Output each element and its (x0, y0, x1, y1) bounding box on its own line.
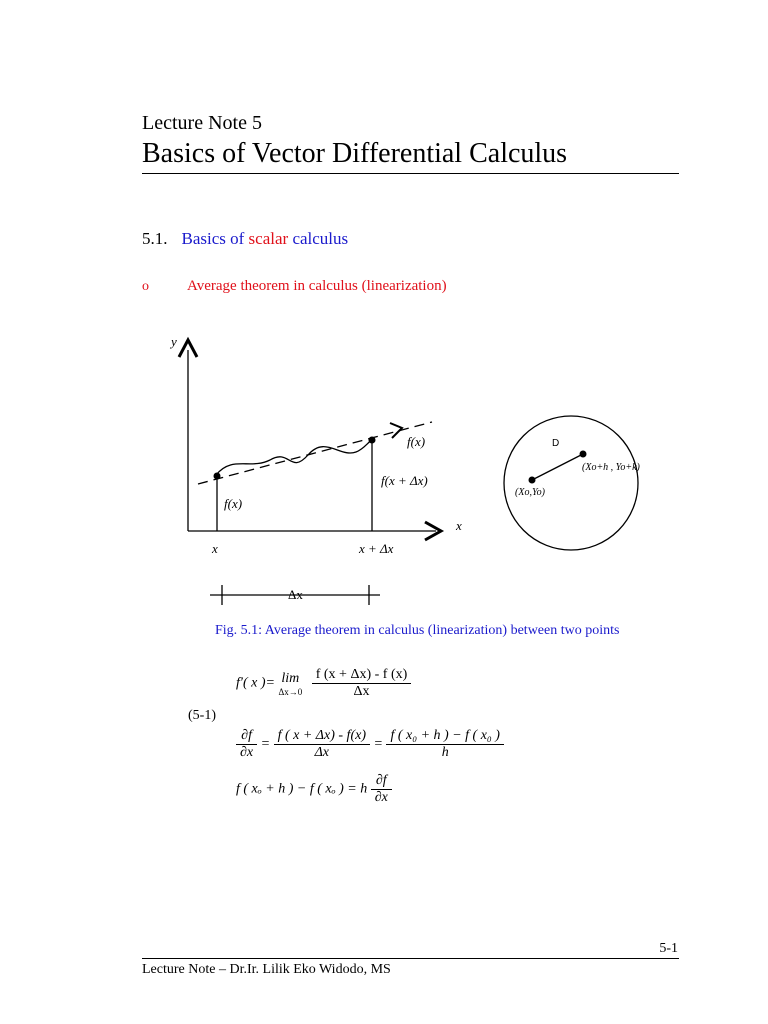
equation-1 (236, 667, 411, 700)
eq1-lhs: f′( x )= (236, 675, 275, 691)
footer-divider (142, 958, 679, 959)
domain-circle (504, 416, 638, 550)
point-xo-yo (529, 477, 536, 484)
point-end (369, 437, 376, 444)
eq1-lim-text: lim (281, 670, 300, 686)
eq1-lim-subscript: Δx→0 (278, 686, 303, 697)
equation-3 (236, 773, 392, 806)
eq2-mid-denominator: Δx (314, 745, 330, 760)
page-number: 5-1 (659, 941, 678, 956)
label-f-x: f(x) (224, 496, 243, 511)
delta-x-label: Δx (288, 587, 303, 602)
eq1-limit (278, 671, 302, 697)
label-f-x-dx: f(x + Δx) (381, 473, 428, 488)
point-xo-h-yo-k (580, 451, 587, 458)
lecture-label: Lecture Note 5 (142, 112, 262, 134)
eq3-denominator: ∂x (374, 790, 388, 805)
x-axis-label: x (456, 518, 462, 533)
tick-label-x: x (212, 541, 218, 556)
eq2-rhs-numerator: f ( x₀ + h ) − f ( x₀ ) (386, 728, 503, 745)
figure-caption: Fig. 5.1: Average theorem in calculus (linearization) between two points (215, 623, 620, 638)
segment-between-points (532, 454, 583, 480)
domain-label: D (552, 438, 560, 449)
eq1-fraction (312, 667, 412, 700)
bullet-marker: o (142, 279, 149, 294)
point-start-label: (Xo,Yo) (515, 487, 545, 498)
eq3-lhs: f ( xₒ + h ) − f ( xₒ ) = h (236, 781, 368, 797)
function-curve (216, 440, 372, 475)
bullet-text: Average theorem in calculus (linearization) (187, 278, 447, 294)
eq3-fraction (371, 773, 392, 806)
y-axis-label: y (171, 334, 177, 349)
eq3-numerator: ∂f (371, 773, 392, 790)
curve-label-right: f(x) (407, 434, 426, 449)
eq2-mid-fraction (274, 728, 370, 761)
eq2-rhs-fraction (386, 728, 503, 761)
secant-arrow (390, 423, 402, 438)
eq2-rhs-denominator: h (441, 745, 449, 760)
equation-2: $\frac{\partial f}{\partial x}$ = $\frac{f ( x + \Delta x) - f(x)}{\Delta x}$ = $\frac{\text{f ( x₀ + h ) − f ( x₀ )}}{h}$ (236, 728, 504, 761)
eq2-lhs-numerator: ∂f (236, 728, 257, 745)
eq2-lhs-fraction (236, 728, 257, 761)
point-end-label: (Xo+h , Yo+k) (582, 462, 640, 473)
eq2-mid-numerator: f ( x + Δx) - f(x) (274, 728, 370, 745)
eq1-denominator: Δx (353, 684, 370, 699)
tick-label-x-dx: x + Δx (359, 541, 394, 556)
section-text-before: Basics of (181, 229, 249, 248)
point-start (214, 473, 221, 480)
section-text-highlight: scalar (248, 229, 289, 248)
section-number: 5.1. (142, 229, 168, 248)
document-title: Basics of Vector Differential Calculus (142, 138, 568, 169)
section-text-after: calculus (288, 229, 349, 248)
eq2-lhs-denominator: ∂x (240, 745, 254, 760)
eq1-numerator: f (x + Δx) - f (x) (312, 667, 412, 684)
equation-label: (5-1) (188, 708, 216, 723)
footer-text: Lecture Note – Dr.Ir. Lilik Eko Widodo, MS (142, 962, 391, 977)
